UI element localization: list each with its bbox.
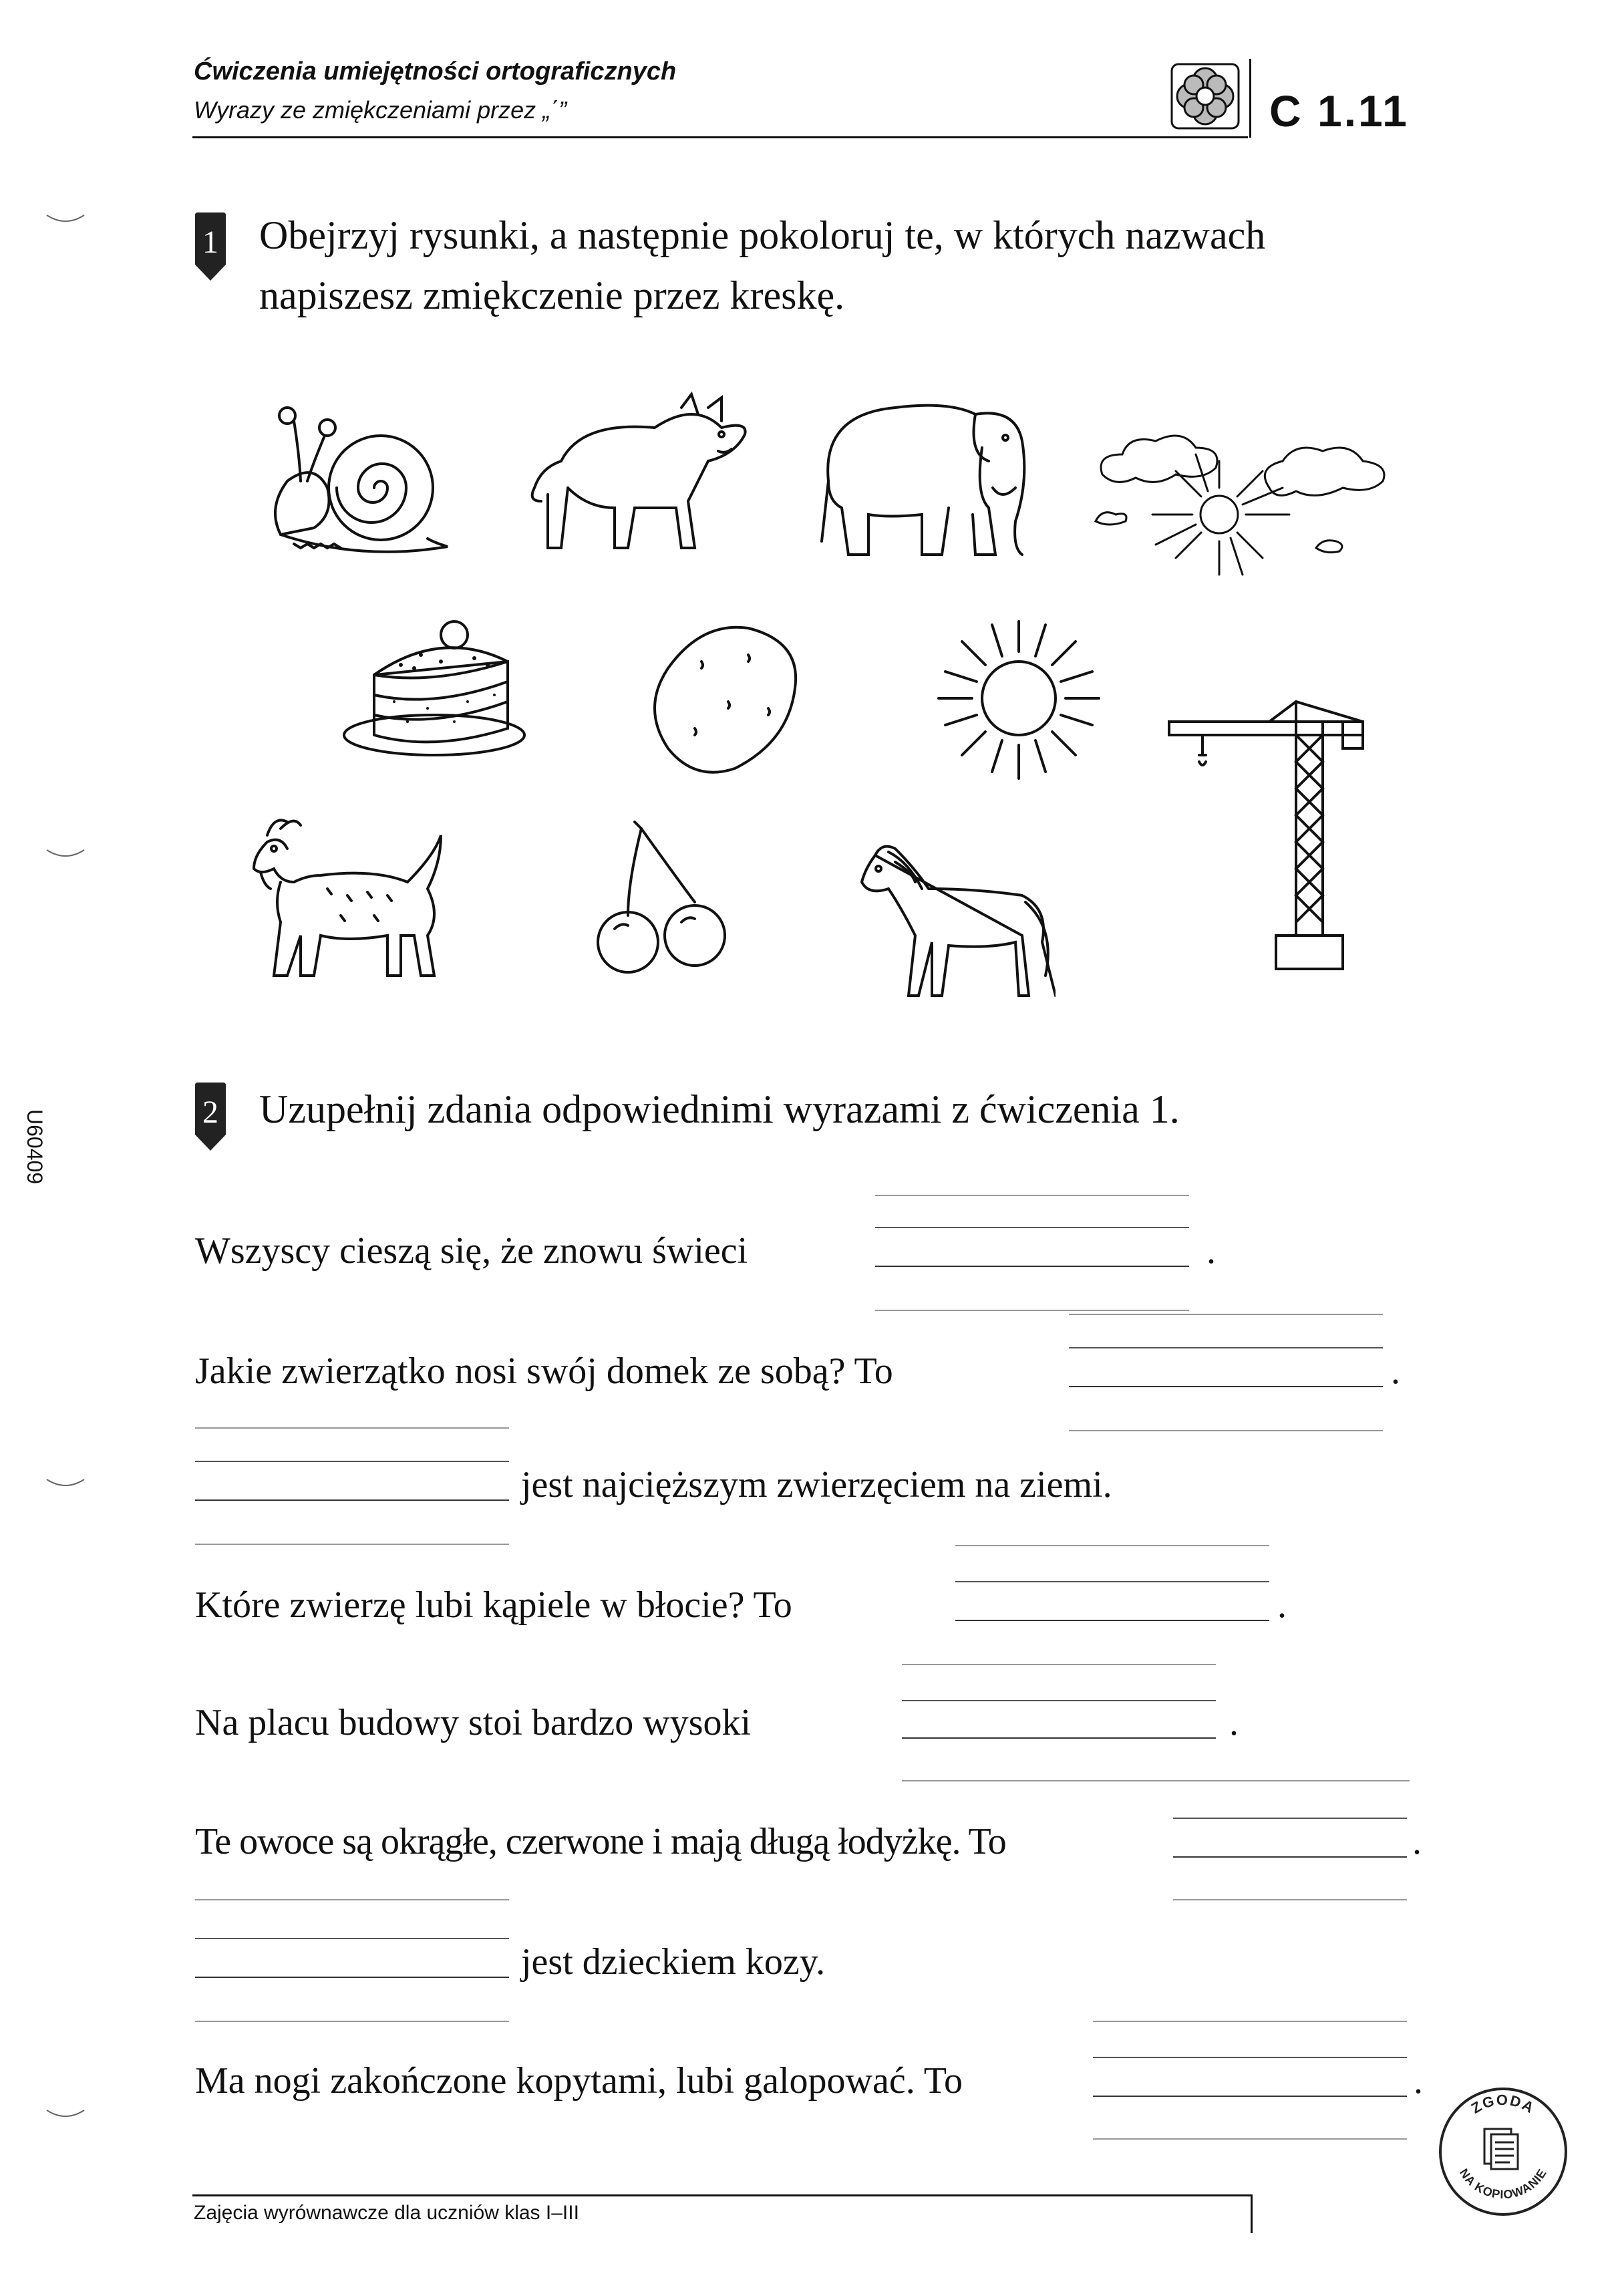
sentence-2-end: . <box>1391 1350 1400 1392</box>
sentence-8-end: . <box>1414 2060 1423 2102</box>
writing-line-bottom <box>1069 1430 1383 1431</box>
writing-line-bottom <box>195 1544 509 1545</box>
writing-line-top <box>195 1427 509 1429</box>
pig-icon <box>521 388 755 561</box>
writing-line-top <box>955 1545 1269 1546</box>
sentence-8-text: Ma nogi zakończone kopytami, lubi galopować. To <box>195 2060 963 2102</box>
catalog-number: U60409 <box>23 1109 47 1185</box>
sentence-6-end: . <box>1412 1821 1422 1862</box>
cherries-icon <box>588 815 735 982</box>
sentence-5-end: . <box>1229 1702 1239 1743</box>
stamp-top-text: ZGODA <box>1468 2091 1538 2117</box>
worksheet-series-title: Ćwiczenia umiejętności ortograficznych <box>194 57 677 86</box>
task-2-number: 2 <box>202 1095 218 1130</box>
writing-line-mid <box>902 1700 1216 1701</box>
writing-line-mid <box>195 1938 509 1939</box>
writing-line-bottom <box>1093 2138 1407 2140</box>
worksheet-code: C 1.11 <box>1269 86 1409 136</box>
answer-blank-3[interactable] <box>195 1499 509 1501</box>
writing-line-bottom <box>195 2021 509 2022</box>
answer-blank-8[interactable] <box>1093 2096 1407 2097</box>
sentence-4-text: Które zwierzę lubi kąpiele w błocie? To <box>195 1584 792 1626</box>
punch-mark <box>45 847 86 861</box>
writing-line-bottom <box>902 1780 1410 1781</box>
writing-line-mid <box>1093 2057 1407 2058</box>
punch-mark <box>45 2108 86 2121</box>
writing-line-top <box>195 1899 509 1900</box>
snail-icon <box>267 401 461 561</box>
writing-line-bottom <box>1173 1899 1407 1900</box>
writing-line-bottom <box>902 1664 1216 1665</box>
crane-icon <box>1162 695 1383 976</box>
footer-rule <box>192 2194 1252 2196</box>
potato-icon <box>641 615 808 782</box>
sentence-1-end: . <box>1206 1230 1216 1272</box>
elephant-icon <box>815 388 1035 561</box>
writing-line-top <box>875 1195 1189 1196</box>
documents-icon <box>1484 2129 1518 2169</box>
sky-icon <box>1089 414 1396 581</box>
writing-line-mid <box>1069 1347 1383 1348</box>
header-divider <box>1249 59 1251 138</box>
worksheet-topic: Wyrazy ze zmiękczeniami przez „΄” <box>194 96 567 124</box>
answer-blank-4[interactable] <box>955 1620 1269 1621</box>
flower-logo-icon <box>1170 63 1240 130</box>
writing-line-top <box>1093 2021 1407 2022</box>
sentence-5-text: Na placu budowy stoi bardzo wysoki <box>195 1702 752 1743</box>
task-2-badge <box>194 1080 227 1152</box>
sentence-1-text: Wszyscy cieszą się, że znowu świeci <box>195 1230 748 1272</box>
writing-line-mid <box>195 1461 509 1462</box>
writing-line-mid <box>1173 1818 1407 1819</box>
copy-permission-stamp <box>1436 2085 1570 2218</box>
answer-blank-7[interactable] <box>195 1977 509 1978</box>
footer-divider <box>1251 2194 1253 2233</box>
task-1-instruction-line-2: napiszesz zmiękczenie przez kreskę. <box>259 273 845 317</box>
task-1-instruction-line-1: Obejrzyj rysunki, a następnie pokoloruj te, w których nazwach <box>259 213 1266 257</box>
sentence-3-text: jest najcięższym zwierzęciem na ziemi. <box>521 1464 1112 1505</box>
footer-text: Zajęcia wyrównawcze dla uczniów klas I–III <box>194 2202 579 2224</box>
sentence-4-end: . <box>1277 1584 1287 1626</box>
horse-icon <box>855 835 1056 1009</box>
stamp-bottom-text: NA KOPIOWANIE <box>1456 2166 1550 2202</box>
writing-line-bottom <box>875 1310 1189 1311</box>
task-1-badge <box>194 210 227 282</box>
sentence-7-text: jest dzieckiem kozy. <box>521 1941 826 1983</box>
answer-blank-1[interactable] <box>875 1266 1189 1267</box>
writing-line-top <box>1069 1314 1383 1315</box>
task-1-number: 1 <box>202 225 218 260</box>
goat-icon <box>240 809 454 982</box>
answer-blank-6[interactable] <box>1173 1856 1407 1858</box>
writing-line-mid <box>875 1227 1189 1228</box>
punch-mark <box>45 212 86 226</box>
sun-icon <box>935 615 1102 782</box>
answer-blank-5[interactable] <box>902 1737 1216 1739</box>
cake-icon <box>341 601 534 762</box>
sentence-2-text: Jakie zwierzątko nosi swój domek ze sobą? To <box>195 1350 893 1392</box>
writing-line-mid <box>955 1581 1269 1582</box>
answer-blank-2[interactable] <box>1069 1386 1383 1387</box>
header-rule <box>192 136 1248 138</box>
task-2-instruction: Uzupełnij zdania odpowiednimi wyrazami z ćwiczenia 1. <box>259 1087 1180 1131</box>
sentence-6-text: Te owoce są okrągłe, czerwone i mają długą łodyżkę. To <box>195 1821 1006 1862</box>
punch-mark <box>45 1477 86 1490</box>
